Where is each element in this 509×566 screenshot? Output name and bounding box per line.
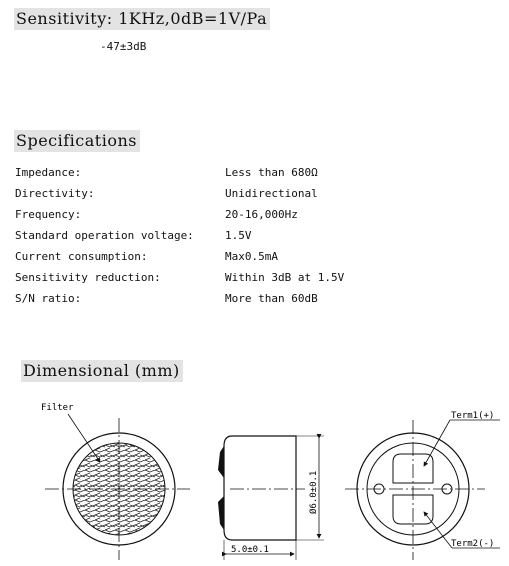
spec-value: Within 3dB at 1.5V (225, 271, 345, 284)
sensitivity-value: -47±3dB (100, 40, 147, 53)
capsule-body (224, 436, 296, 540)
term2-label: Term2(-) (451, 539, 495, 549)
diameter-label: Ø6.0±0.1 (309, 470, 319, 514)
side-view (218, 436, 324, 560)
sensitivity-heading: Sensitivity: 1KHz,0dB=1V/Pa (14, 8, 270, 30)
spec-value: Unidirectional (225, 187, 318, 200)
terminal-pin (218, 496, 224, 530)
term1-label: Term1(+) (451, 411, 495, 421)
rear-view (345, 411, 500, 560)
filter-label: Filter (41, 403, 74, 413)
spec-value: 1.5V (225, 229, 252, 242)
term1-leader (424, 420, 450, 466)
spec-value: More than 60dB (225, 292, 318, 305)
spec-label: S/N ratio: (15, 292, 82, 305)
dimensional-heading: Dimensional (mm) (21, 360, 183, 382)
spec-label: Current consumption: (15, 250, 148, 263)
spec-value: Max0.5mA (225, 250, 278, 263)
spec-label: Standard operation voltage: (15, 229, 194, 242)
height-label: 5.0±0.1 (231, 545, 269, 555)
specifications-heading: Specifications (14, 130, 140, 152)
spec-label: Frequency: (15, 208, 82, 221)
terminal-pin (218, 446, 224, 478)
front-view (41, 403, 190, 560)
spec-value: 20-16,000Hz (225, 208, 298, 221)
spec-label: Sensitivity reduction: (15, 271, 161, 284)
spec-label: Impedance: (15, 166, 82, 179)
spec-label: Directivity: (15, 187, 95, 200)
spec-value: Less than 680Ω (225, 166, 318, 179)
